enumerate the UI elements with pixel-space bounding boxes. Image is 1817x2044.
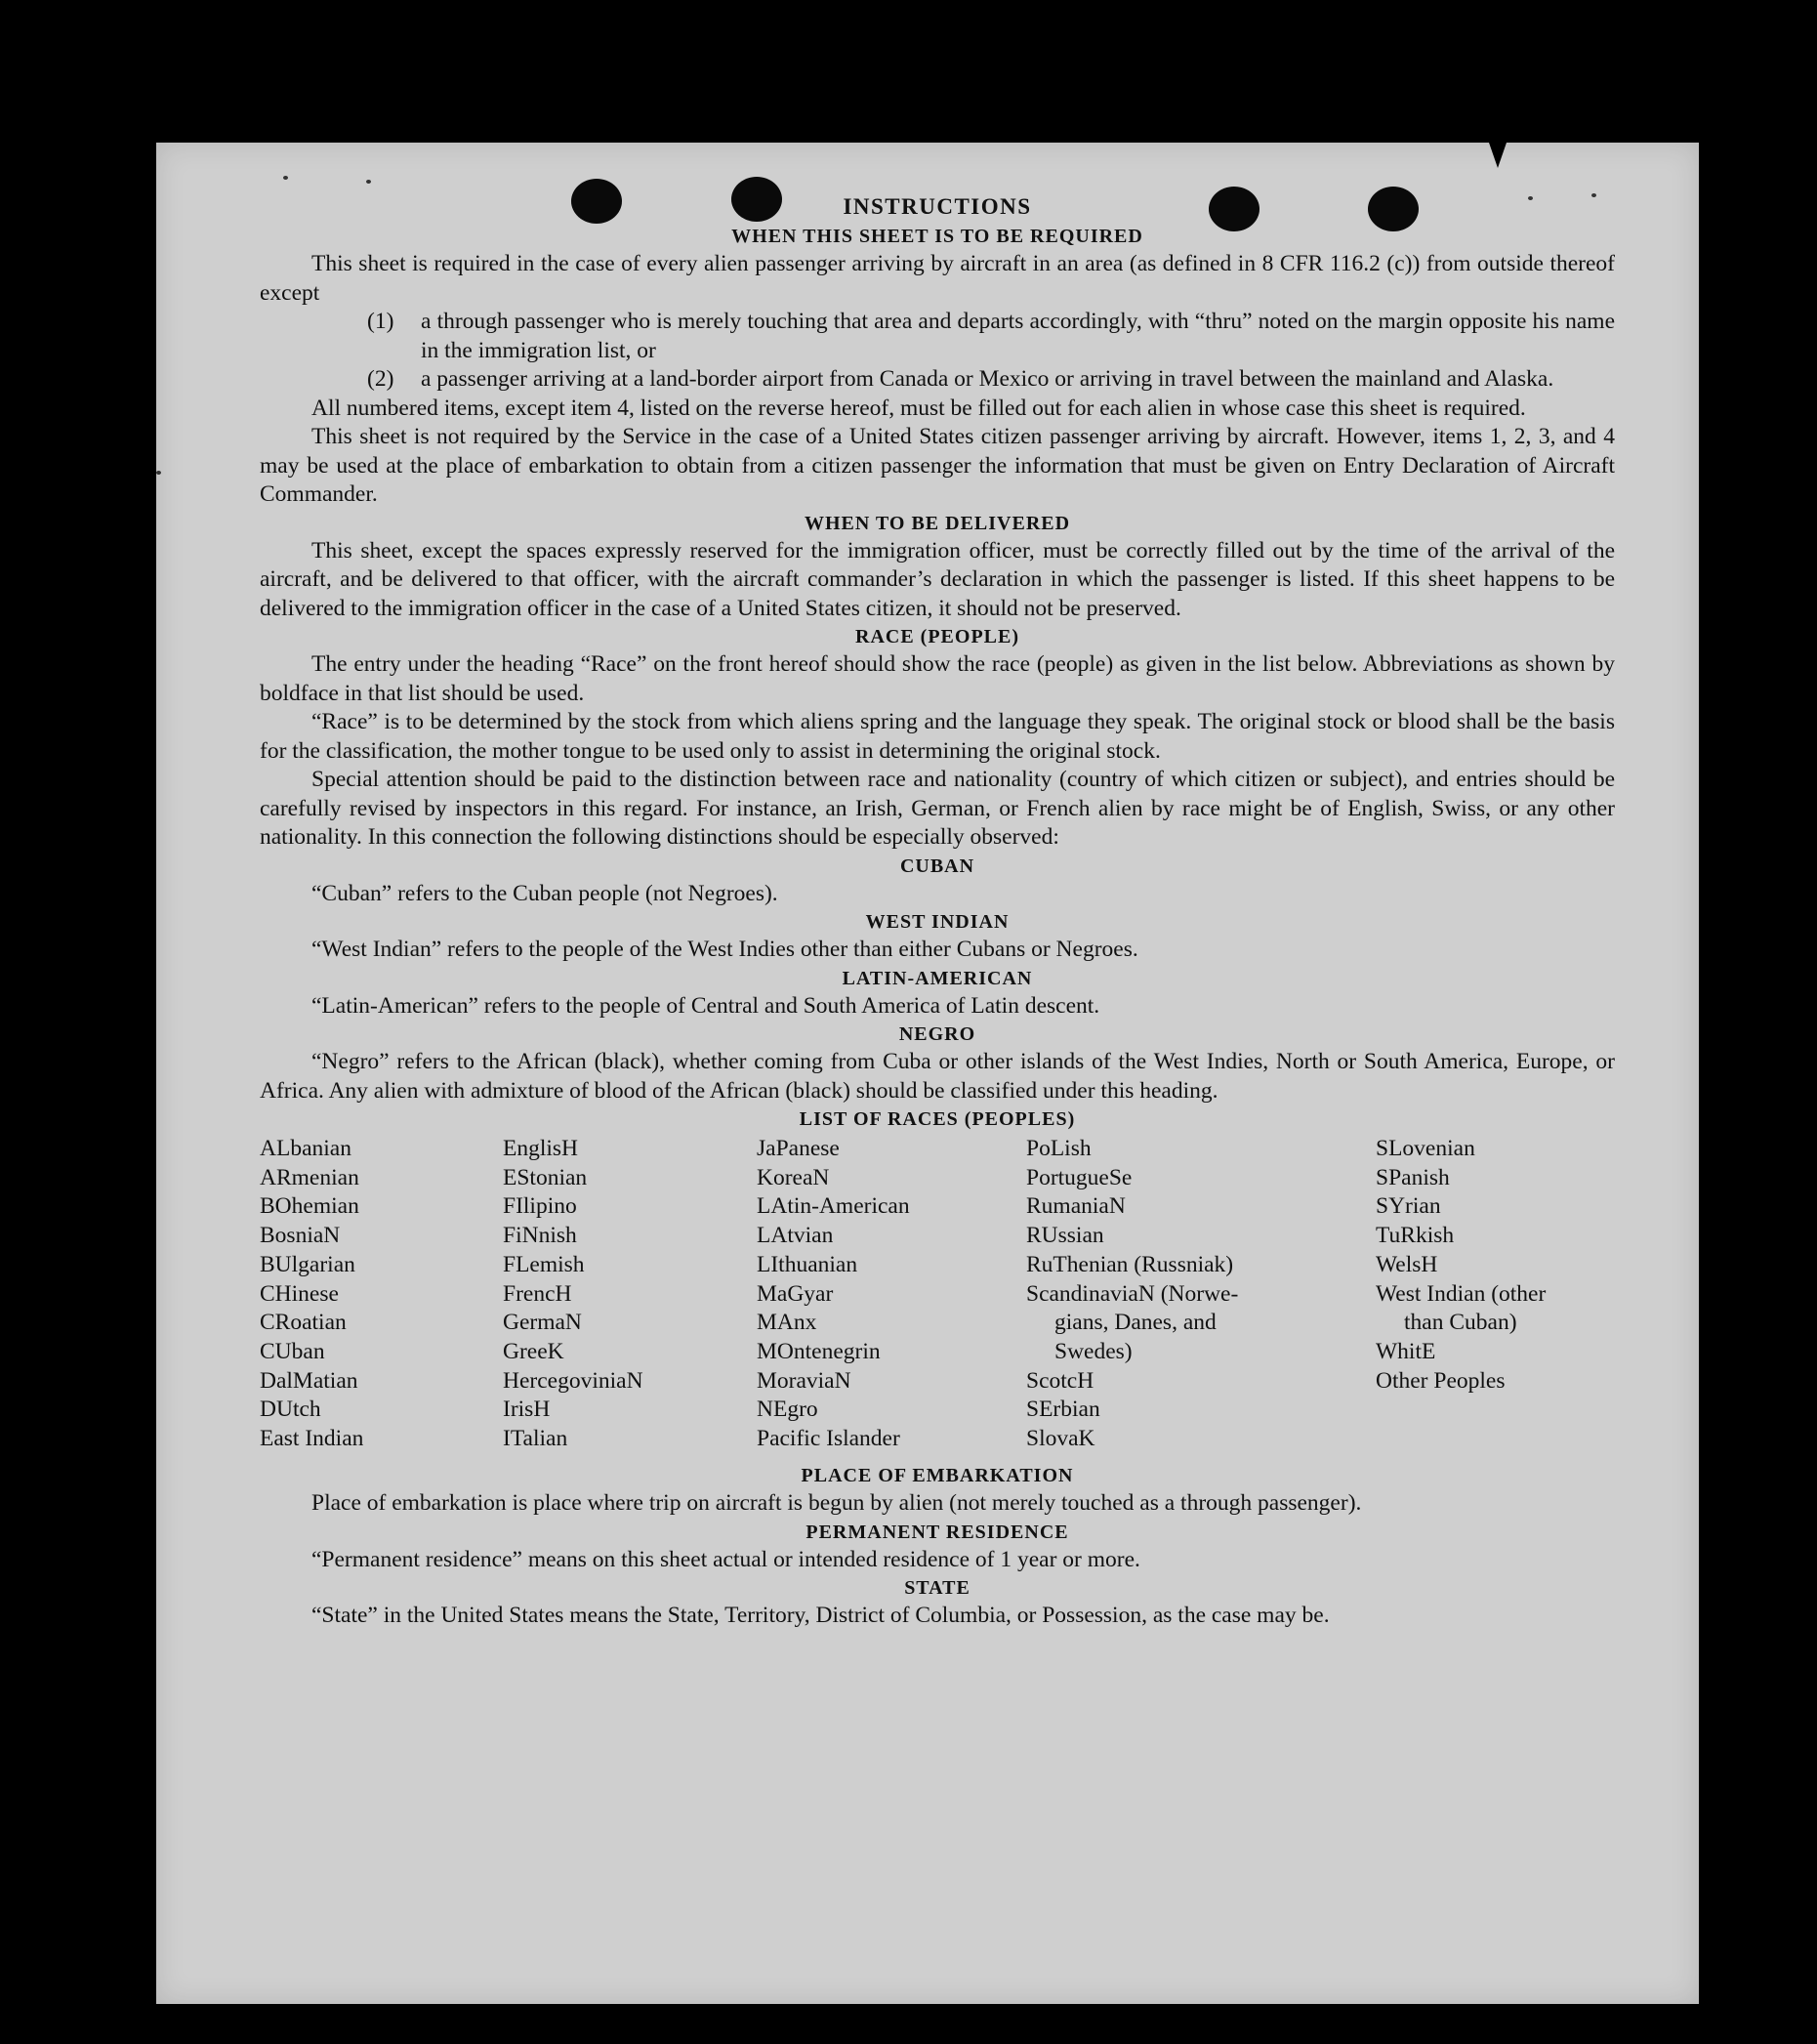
race-entry: FIlipino bbox=[503, 1193, 577, 1220]
race-entry: CUban bbox=[260, 1338, 325, 1364]
race-entry: RuThenian (Russniak) bbox=[1026, 1251, 1234, 1277]
item-number: (2) bbox=[367, 366, 394, 392]
race-entry: CRoatian bbox=[260, 1310, 347, 1336]
races-column bbox=[1026, 1135, 1238, 1454]
race-entry: BUlgarian bbox=[260, 1251, 355, 1277]
section-heading-race: RACE (PEOPLE) bbox=[855, 626, 1019, 647]
race-entry: LAtvian bbox=[757, 1223, 834, 1249]
race-entry: DalMatian bbox=[260, 1367, 358, 1394]
race-entry: ScotcH bbox=[1026, 1367, 1094, 1394]
races-column bbox=[503, 1135, 643, 1454]
race-entry: FrencH bbox=[503, 1280, 572, 1307]
race-entry: NEgro bbox=[757, 1397, 818, 1423]
race-entry: ARmenian bbox=[260, 1164, 359, 1190]
races-column bbox=[757, 1135, 910, 1454]
race-entry: BOhemian bbox=[260, 1193, 359, 1220]
race-entry: East Indian bbox=[260, 1426, 364, 1452]
paragraph: This sheet is required in the case of every alien passenger arriving by aircraft in an area (as defined in 8 CFR 116.2 (c)) from outside thereof except bbox=[260, 251, 1615, 306]
races-column bbox=[260, 1135, 363, 1454]
paragraph: Place of embarkation is place where trip on aircraft is begun by alien (not merely touched as a through passenger). bbox=[311, 1490, 1362, 1516]
race-entry: RumaniaN bbox=[1026, 1193, 1126, 1220]
race-entry: BosniaN bbox=[260, 1223, 341, 1249]
race-entry: RUssian bbox=[1026, 1223, 1104, 1249]
race-entry: GreeK bbox=[503, 1338, 564, 1364]
instructions-content bbox=[260, 191, 1615, 1631]
paragraph: This sheet, except the spaces expressly reserved for the immigration officer, must be correctly filled out by the time of the arrival of the aircraft, and be delivered to that officer, with the aircraft commander’s declaration in which the passenger is listed. If this sheet happens to be delivered to the immigration officer in the case of a United States citizen, it should not be preserved. bbox=[260, 537, 1615, 621]
section-heading-state: STATE bbox=[904, 1577, 970, 1599]
race-entry: PoLish bbox=[1026, 1136, 1092, 1161]
paragraph: All numbered items, except item 4, listed on the reverse hereof, must be filled out for each alien in whose case this sheet is required. bbox=[311, 395, 1526, 421]
races-column bbox=[1376, 1135, 1546, 1396]
section-heading-cuban: CUBAN bbox=[899, 855, 975, 877]
race-entry: WelsH bbox=[1376, 1251, 1438, 1277]
race-entry: WhitE bbox=[1376, 1338, 1436, 1364]
section-heading-place-of-embarkation: PLACE OF EMBARKATION bbox=[801, 1465, 1074, 1486]
race-entry: SPanish bbox=[1376, 1164, 1450, 1190]
race-entry: LIthuanian bbox=[757, 1251, 858, 1277]
section-heading-latin-american: LATIN-AMERICAN bbox=[842, 967, 1033, 989]
race-entry: PortugueSe bbox=[1026, 1164, 1133, 1190]
race-entry: FLemish bbox=[503, 1251, 585, 1277]
document-sheet bbox=[156, 143, 1699, 2004]
race-entry: GermaN bbox=[503, 1310, 582, 1336]
races-list bbox=[260, 1135, 1615, 1462]
race-entry: LAtin-American bbox=[757, 1193, 910, 1220]
race-entry: SYrian bbox=[1376, 1193, 1441, 1220]
race-entry: DUtch bbox=[260, 1397, 321, 1423]
section-heading-when-required: WHEN THIS SHEET IS TO BE REQUIRED bbox=[731, 226, 1143, 247]
race-entry: ITalian bbox=[503, 1426, 568, 1452]
paragraph: The entry under the heading “Race” on the front hereof should show the race (people) as given in the list below. Abbreviations as shown by boldface in that list should be used. bbox=[260, 651, 1615, 706]
race-entry: KoreaN bbox=[757, 1164, 830, 1190]
race-entry: ScandinaviaN (Norwe- bbox=[1026, 1280, 1239, 1307]
race-entry: TuRkish bbox=[1376, 1223, 1455, 1249]
paragraph: This sheet is not required by the Service in the case of a United States citizen passenger arriving by aircraft. However, items 1, 2, 3, and 4 may be used at the place of embarkation to obtain from a citizen passenger the information that must be given on Entry Declaration of Aircraft Commander. bbox=[260, 424, 1615, 507]
race-entry: IrisH bbox=[503, 1397, 551, 1423]
item-text: a passenger arriving at a land-border airport from Canada or Mexico or arriving in travel between the mainland and Alaska. bbox=[421, 366, 1554, 392]
race-entry: MOntenegrin bbox=[757, 1338, 881, 1364]
paper-speck bbox=[366, 180, 371, 184]
section-heading-permanent-residence: PERMANENT RESIDENCE bbox=[805, 1521, 1069, 1543]
race-entry: EnglisH bbox=[503, 1136, 579, 1161]
definition-text: “Permanent residence” means on this sheet actual or intended residence of 1 year or more. bbox=[311, 1546, 1140, 1572]
race-entry: EStonian bbox=[503, 1164, 588, 1190]
section-heading-negro: NEGRO bbox=[898, 1023, 976, 1045]
race-entry: SlovaK bbox=[1026, 1426, 1095, 1452]
paragraph: “State” in the United States means the State, Territory, District of Columbia, or Possession, as the case may be. bbox=[311, 1603, 1330, 1628]
definition-text: “West Indian” refers to the people of the West Indies other than either Cubans or Negroes. bbox=[311, 937, 1138, 962]
paper-speck bbox=[156, 471, 161, 475]
paper-speck bbox=[283, 176, 288, 180]
race-entry: MAnx bbox=[757, 1310, 817, 1336]
race-entry: FiNnish bbox=[503, 1223, 577, 1249]
race-entry: MaGyar bbox=[757, 1280, 834, 1307]
race-entry: CHinese bbox=[260, 1280, 339, 1307]
paragraph: “Negro” refers to the African (black), whether coming from Cuba or other islands of the West Indies, North or South America, Europe, or Africa. Any alien with admixture of blood of the African (black) should be classified under this heading. bbox=[260, 1049, 1615, 1104]
race-entry: Pacific Islander bbox=[757, 1426, 900, 1452]
race-entry: HercegoviniaN bbox=[503, 1367, 643, 1394]
definition-text: “Latin-American” refers to the people of Central and South America of Latin descent. bbox=[311, 992, 1100, 1019]
section-heading-west-indian: WEST INDIAN bbox=[865, 911, 1010, 933]
race-entry: SErbian bbox=[1026, 1397, 1100, 1423]
paragraph: Special attention should be paid to the distinction between race and nationality (country of which citizen or subject), and entries should be carefully revised by inspectors in this regard. For instance, an Irish, German, or French alien by race might be of English, Swiss, or any other nationality. In this connection the following distinctions should be especially observed: bbox=[260, 767, 1615, 850]
definition-text: “Cuban” refers to the Cuban people (not Negroes). bbox=[311, 880, 778, 906]
numbered-item bbox=[260, 365, 1615, 395]
section-heading-when-delivered: WHEN TO BE DELIVERED bbox=[804, 512, 1071, 534]
paragraph: “Race” is to be determined by the stock from which aliens spring and the language they speak. The original stock or blood shall be the basis for the classification, the mother tongue to be used only to assist in determining the original stock. bbox=[260, 709, 1615, 764]
race-entry: SLovenian bbox=[1376, 1136, 1475, 1161]
race-entry-continued: gians, Danes, and bbox=[1054, 1310, 1217, 1336]
section-heading-list-of-races: LIST OF RACES (PEOPLES) bbox=[799, 1108, 1076, 1130]
page-title: INSTRUCTIONS bbox=[843, 194, 1032, 219]
paper-tear bbox=[1489, 143, 1507, 168]
race-entry-continued: Swedes) bbox=[1054, 1338, 1133, 1364]
numbered-item bbox=[260, 308, 1615, 365]
race-entry: JaPanese bbox=[757, 1136, 840, 1161]
race-entry: MoraviaN bbox=[757, 1367, 851, 1394]
race-entry: West Indian (other bbox=[1376, 1280, 1547, 1307]
item-text: a through passenger who is merely touching that area and departs accordingly, with “thru” noted on the margin opposite his name in the immigration list, or bbox=[421, 309, 1615, 363]
race-entry: ALbanian bbox=[260, 1136, 351, 1161]
item-number: (1) bbox=[367, 309, 394, 334]
race-entry: Other Peoples bbox=[1376, 1367, 1506, 1394]
race-entry-continued: than Cuban) bbox=[1404, 1310, 1517, 1336]
